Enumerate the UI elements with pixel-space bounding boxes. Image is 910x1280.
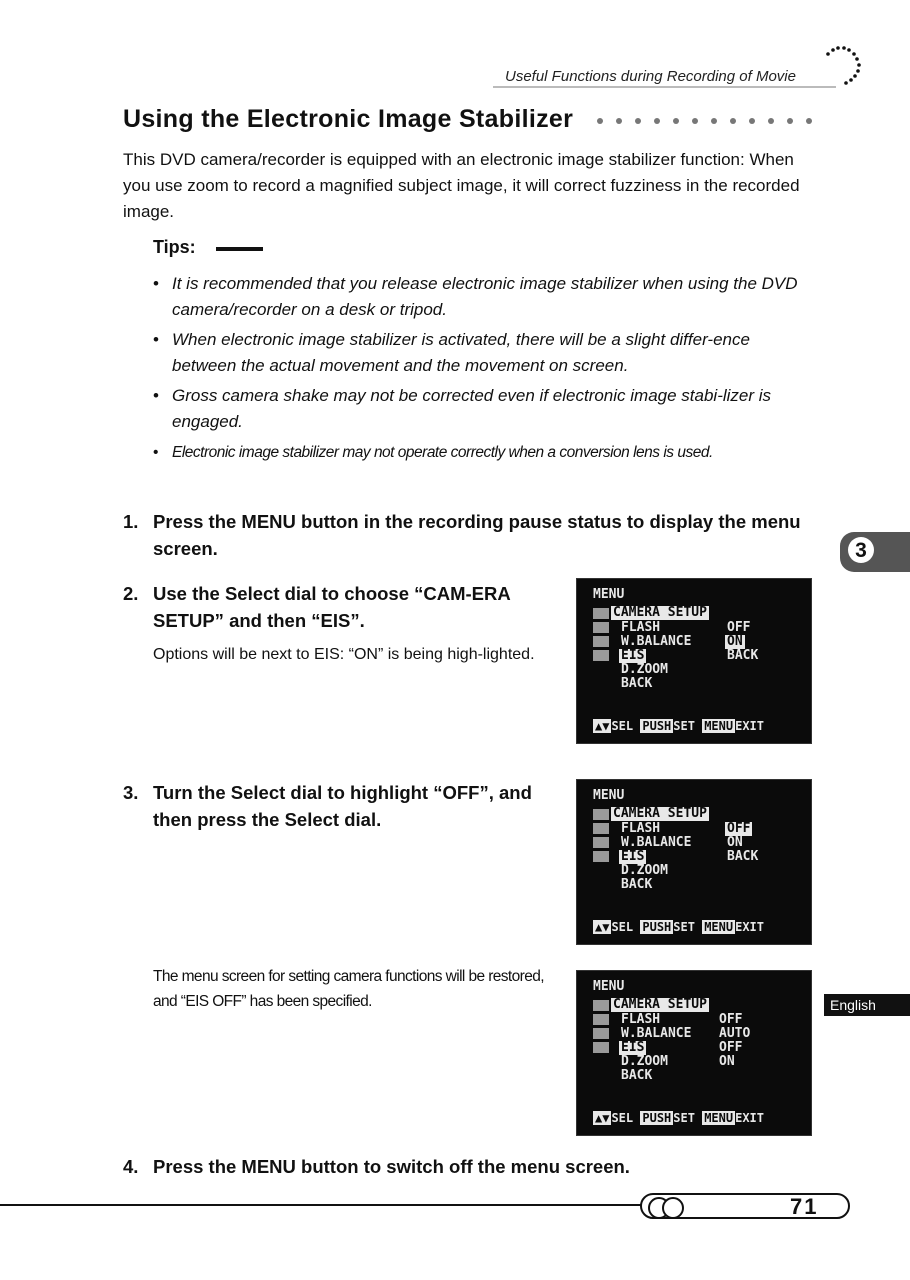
step-text: Press the MENU button to switch off the menu screen. xyxy=(153,1156,630,1177)
eis-on-option: ON xyxy=(727,634,743,649)
eis-off-option: OFF xyxy=(727,821,751,836)
camera-icon xyxy=(593,608,609,619)
bullet-icon: • xyxy=(153,330,159,349)
flash-value: OFF xyxy=(719,1012,743,1027)
eis-item: EIS xyxy=(621,849,645,864)
back-option: BACK xyxy=(727,849,759,864)
flash-item: FLASH xyxy=(621,821,661,836)
step-2-note: Options will be next to EIS: “ON” is being high-lighted. xyxy=(153,646,535,663)
screen-title: MENU xyxy=(593,788,625,803)
tip-item: • Gross camera shake may not be corrected even if electronic image stabi-lizer is engaged. xyxy=(153,383,813,435)
tip-item: • It is recommended that you release electronic image stabilizer when using the DVD camera/recorder on a desk or tripod. xyxy=(153,271,813,323)
dzoom-item: D.ZOOM xyxy=(621,1054,668,1069)
title-dotted-rule xyxy=(596,111,818,131)
footer-rule xyxy=(0,1204,705,1206)
back-item: BACK xyxy=(621,877,653,892)
screen-title: MENU xyxy=(593,587,625,602)
tips-label: Tips: xyxy=(153,237,196,257)
eis-on-option: ON xyxy=(727,835,743,850)
dotted-arc-ornament xyxy=(816,40,866,90)
back-item: BACK xyxy=(621,676,653,691)
display-icon xyxy=(593,1042,609,1053)
step-1 xyxy=(123,508,813,562)
media-icon xyxy=(593,1014,609,1025)
step-2 xyxy=(123,580,563,634)
page-number: 71 xyxy=(790,1194,819,1219)
camera-setup-item: CAMERA SETUP xyxy=(613,806,707,821)
menu-screen-3 xyxy=(576,970,812,1136)
step-4 xyxy=(123,1153,763,1180)
running-header: Useful Functions during Recording of Movie xyxy=(505,68,796,85)
header-rule xyxy=(493,86,836,88)
camera-setup-item: CAMERA SETUP xyxy=(613,997,707,1012)
step-text: Press the MENU button in the recording pause status to display the menu screen. xyxy=(153,511,801,559)
step-number: 4. xyxy=(123,1156,139,1177)
back-item: BACK xyxy=(621,1068,653,1083)
camera-icon xyxy=(593,809,609,820)
chapter-tab xyxy=(840,532,910,572)
settings-icon xyxy=(593,636,609,647)
eis-item: EIS xyxy=(621,1040,645,1055)
up-down-icon: ▲▼ xyxy=(595,1111,610,1125)
settings-icon xyxy=(593,1028,609,1039)
display-icon xyxy=(593,851,609,862)
wbalance-item: W.BALANCE xyxy=(621,634,692,649)
menu-screen-2 xyxy=(576,779,812,945)
screen-footer: ▲▼ SEL PUSH SET MENU EXIT xyxy=(595,920,765,934)
chapter-number: 3 xyxy=(848,537,874,563)
step-text: Turn the Select dial to highlight “OFF”, and then press the Select dial. xyxy=(153,782,532,830)
flash-item: FLASH xyxy=(621,620,661,635)
screen-footer: ▲▼ SEL PUSH SET MENU EXIT xyxy=(595,1111,765,1125)
bullet-icon: • xyxy=(153,386,159,405)
wbalance-item: W.BALANCE xyxy=(621,1026,692,1041)
wbalance-value: AUTO xyxy=(719,1026,751,1041)
dzoom-item: D.ZOOM xyxy=(621,662,668,677)
screen-title: MENU xyxy=(593,979,625,994)
step-number: 1. xyxy=(123,511,139,532)
display-icon xyxy=(593,650,609,661)
step-3-note: The menu screen for setting camera functions will be restored, and “EIS OFF” has been specified. xyxy=(153,968,544,1010)
flash-value: OFF xyxy=(727,620,751,635)
step-3 xyxy=(123,779,563,833)
media-icon xyxy=(593,823,609,834)
up-down-icon: ▲▼ xyxy=(595,719,610,733)
settings-icon xyxy=(593,837,609,848)
camera-icon xyxy=(593,1000,609,1011)
dzoom-item: D.ZOOM xyxy=(621,863,668,878)
up-down-icon: ▲▼ xyxy=(595,920,610,934)
media-icon xyxy=(593,622,609,633)
eis-item: EIS xyxy=(621,648,645,663)
step-number: 2. xyxy=(123,583,139,604)
bullet-icon: • xyxy=(153,444,158,461)
back-option: BACK xyxy=(727,648,759,663)
footer-circle-icon xyxy=(662,1197,684,1219)
menu-screen-1 xyxy=(576,578,812,744)
flash-item: FLASH xyxy=(621,1012,661,1027)
bullet-icon: • xyxy=(153,274,159,293)
language-tab: English xyxy=(824,994,910,1016)
tip-item: • When electronic image stabilizer is activated, there will be a slight differ-ence between the actual movement and the movement on screen. xyxy=(153,327,813,379)
step-number: 3. xyxy=(123,782,139,803)
dzoom-value: ON xyxy=(719,1054,735,1069)
step-text: Use the Select dial to choose “CAM-ERA SETUP” and then “EIS”. xyxy=(153,583,511,631)
wbalance-item: W.BALANCE xyxy=(621,835,692,850)
intro-paragraph: This DVD camera/recorder is equipped with an electronic image stabilizer function: When you use zoom to record a magnified subject image, it will correct fuzziness in the recorded image. xyxy=(123,150,800,221)
tips-rule xyxy=(216,247,263,251)
screen-footer: ▲▼ SEL PUSH SET MENU EXIT xyxy=(595,719,765,733)
eis-value: OFF xyxy=(719,1040,743,1055)
camera-setup-item: CAMERA SETUP xyxy=(613,605,707,620)
page-title: Using the Electronic Image Stabilizer xyxy=(123,105,574,133)
tip-item: • Electronic image stabilizer may not operate correctly when a conversion lens is used. xyxy=(153,440,813,466)
